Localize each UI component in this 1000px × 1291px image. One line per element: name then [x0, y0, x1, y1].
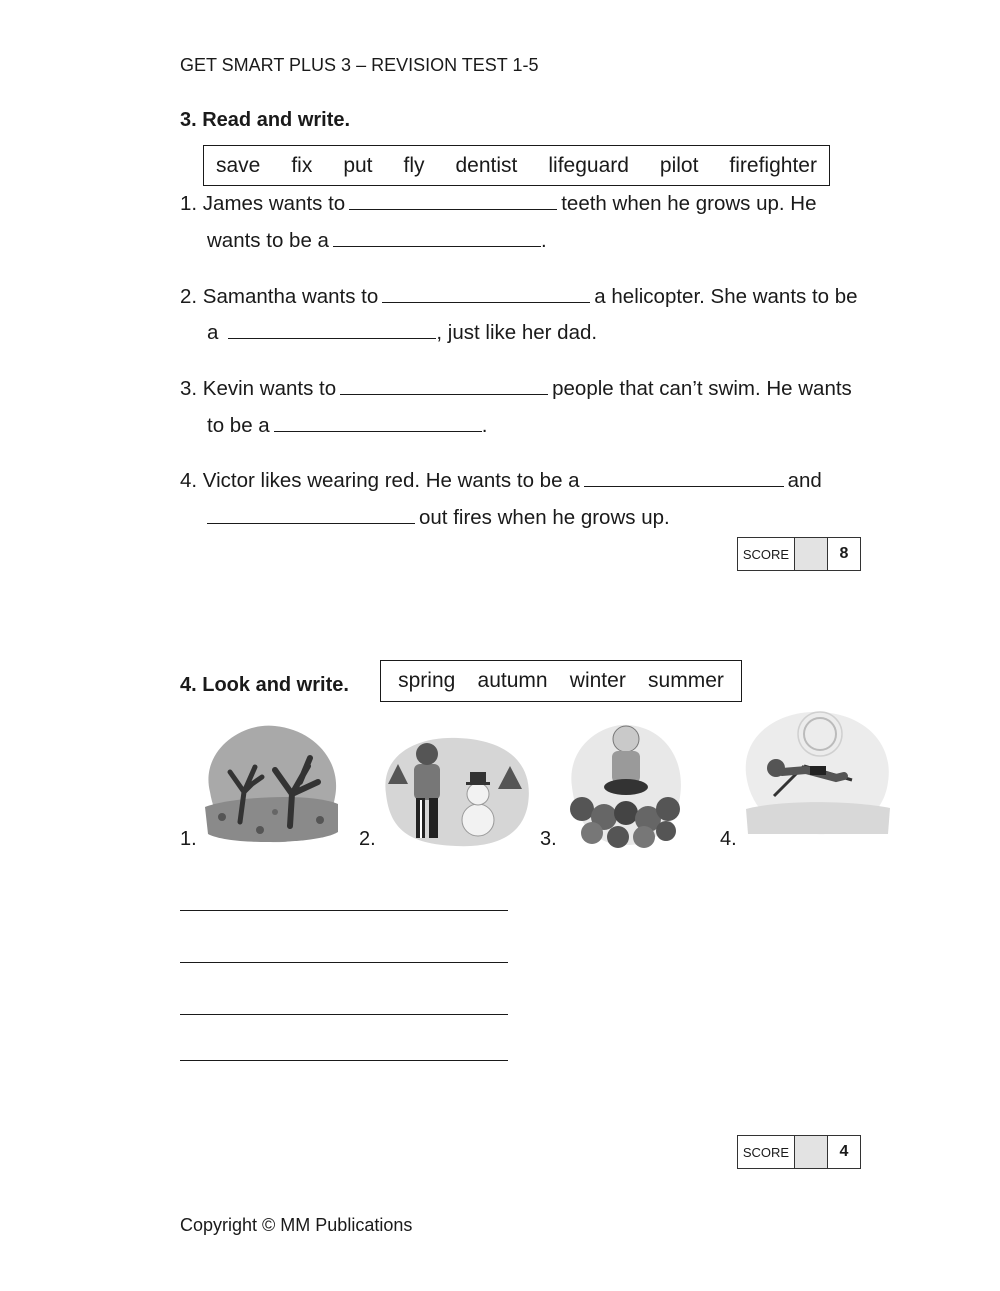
picture-number: 3.: [540, 828, 557, 850]
page-header: GET SMART PLUS 3 – REVISION TEST 1-5: [180, 55, 539, 75]
score-input-cell[interactable]: [795, 538, 828, 570]
item-text: to be a: [207, 414, 270, 437]
picture-number: 1.: [180, 828, 197, 850]
item-text: teeth when he grows up. He: [561, 192, 817, 215]
item-text: a: [207, 321, 219, 344]
answer-blank[interactable]: [207, 522, 415, 524]
season-answer-line-2[interactable]: [180, 962, 508, 963]
item-text: wants to be a: [207, 229, 329, 252]
word-bank-item: autumn: [477, 669, 548, 692]
word-bank-item: fix: [291, 153, 313, 177]
word-bank-item: pilot: [659, 153, 699, 177]
winter-snowman-icon: [378, 734, 534, 850]
section-4-heading: 4. Look and write.: [180, 674, 349, 696]
spring-flowers-icon: [562, 717, 688, 851]
word-bank-box: [203, 145, 830, 186]
season-answer-line-4[interactable]: [180, 1060, 508, 1061]
score-label: SCORE: [738, 538, 795, 570]
answer-blank[interactable]: [382, 301, 590, 303]
season-answer-line-3[interactable]: [180, 1014, 508, 1015]
answer-blank[interactable]: [584, 485, 784, 487]
answer-blank[interactable]: [333, 245, 541, 247]
score-box: [737, 1135, 861, 1169]
exercise-item-4-line-1: [180, 469, 822, 493]
exercise-item-1-line-2: [207, 229, 547, 253]
word-bank-item: fly: [403, 153, 425, 177]
word-bank-item: save: [216, 153, 261, 177]
score-max: 4: [839, 1143, 849, 1160]
picture-number: 4.: [720, 828, 737, 850]
word-bank-item: firefighter: [729, 153, 817, 177]
item-text: 4. Victor likes wearing red. He wants to be a: [180, 469, 580, 492]
exercise-item-1-line-1: [180, 192, 817, 216]
autumn-trees-icon: [200, 722, 342, 846]
section-3-heading: 3. Read and write.: [180, 109, 351, 131]
item-text: .: [540, 229, 547, 252]
item-text: a helicopter. She wants to be: [594, 285, 858, 308]
item-text: 3. Kevin wants to: [180, 377, 337, 400]
word-bank-item: lifeguard: [548, 153, 629, 177]
word-bank-item: dentist: [455, 153, 518, 177]
word-bank-item: put: [343, 153, 373, 177]
exercise-item-2-line-1: [180, 285, 858, 309]
summer-beach-icon: [740, 704, 894, 844]
item-text: out fires when he grows up.: [419, 506, 670, 529]
score-label: SCORE: [738, 1136, 795, 1168]
item-text: .: [481, 414, 488, 437]
exercise-item-3-line-2: [207, 414, 487, 438]
answer-blank[interactable]: [349, 208, 557, 210]
exercise-item-2-line-2: [207, 321, 597, 345]
item-text: , just like her dad.: [436, 321, 598, 344]
exercise-item-3-line-1: [180, 377, 852, 401]
score-box: [737, 537, 861, 571]
answer-blank[interactable]: [228, 337, 436, 339]
item-text: 1. James wants to: [180, 192, 346, 215]
item-text: 2. Samantha wants to: [180, 285, 379, 308]
picture-number: 2.: [359, 828, 376, 850]
answer-blank[interactable]: [274, 430, 482, 432]
item-text: and: [787, 469, 822, 492]
word-bank-item: spring: [398, 669, 456, 692]
exercise-item-4-line-2: [207, 506, 670, 530]
item-text: people that can’t swim. He wants: [552, 377, 852, 400]
score-max: 8: [839, 545, 849, 562]
copyright-footer: Copyright © MM Publications: [180, 1215, 413, 1235]
word-bank-item: summer: [648, 669, 724, 692]
score-input-cell[interactable]: [795, 1136, 828, 1168]
season-word-bank-box: [380, 660, 742, 702]
season-answer-line-1[interactable]: [180, 910, 508, 911]
answer-blank[interactable]: [340, 393, 548, 395]
word-bank-item: winter: [569, 669, 626, 692]
